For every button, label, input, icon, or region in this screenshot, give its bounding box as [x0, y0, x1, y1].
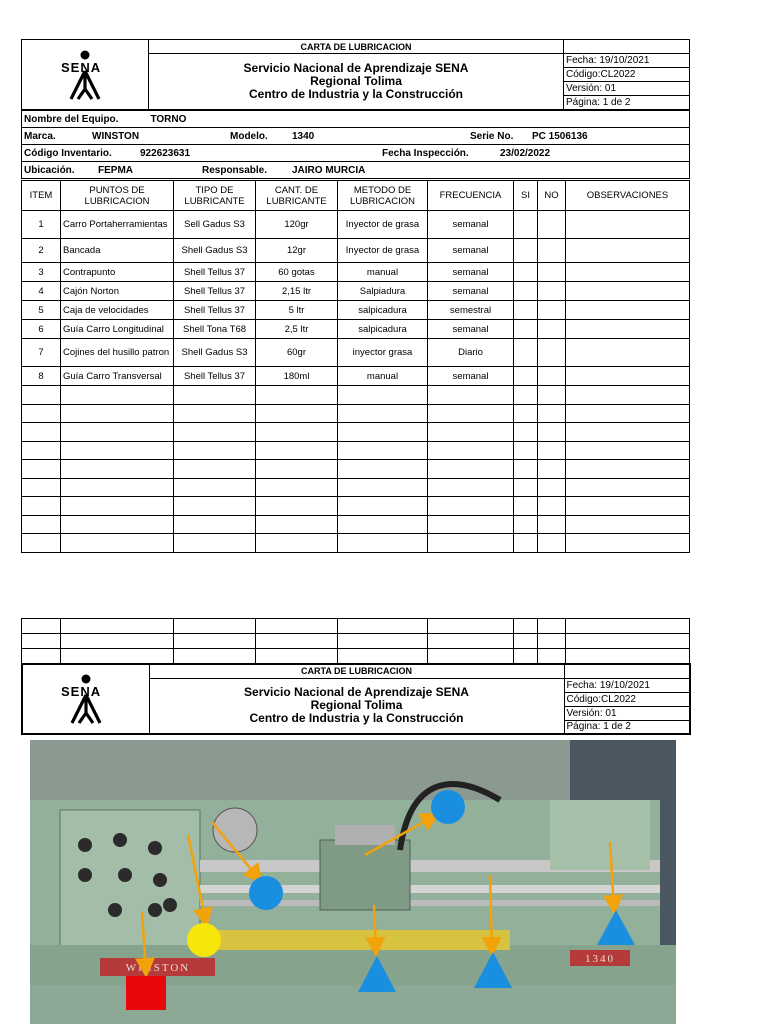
- empty-cell[interactable]: [514, 404, 538, 423]
- empty-cell[interactable]: [256, 515, 338, 534]
- empty-cell[interactable]: [538, 460, 566, 479]
- cell-frecuencia: semanal: [428, 211, 514, 239]
- org-name-cell: [149, 678, 564, 734]
- pagina-doc: Página: 1 de 2: [564, 720, 690, 734]
- empty-cell[interactable]: [256, 460, 338, 479]
- empty-cell[interactable]: [514, 534, 538, 553]
- empty-cell[interactable]: [22, 478, 61, 497]
- table-row: [22, 211, 690, 239]
- cell-tipo: Shell Tona T68: [174, 320, 256, 339]
- ubicacion-row: Ubicación. FEPMA Responsable. JAIRO MURCIA: [22, 162, 690, 179]
- cell-frecuencia: semanal: [428, 320, 514, 339]
- cell-frecuencia: semanal: [428, 282, 514, 301]
- version-doc: Versión: 01: [564, 82, 690, 96]
- cell-punto: Cojines del husillo patron: [61, 339, 174, 367]
- table-row-empty: [22, 497, 690, 516]
- org-line-2: Regional Tolima: [310, 698, 403, 713]
- empty-cell[interactable]: [428, 460, 514, 479]
- marker-blue-circle: [249, 876, 283, 910]
- nombre-value: TORNO: [150, 113, 187, 125]
- empty-cell[interactable]: [514, 386, 538, 405]
- cell-punto: Carro Portaherramientas: [61, 211, 174, 239]
- cell-tipo: Shell Tellus 37: [174, 301, 256, 320]
- empty-cell[interactable]: [514, 460, 538, 479]
- empty-cell[interactable]: [566, 423, 690, 442]
- cell-observaciones[interactable]: [566, 367, 690, 386]
- cell-item: 2: [22, 239, 61, 263]
- table-header-row: [22, 181, 690, 211]
- empty-cell[interactable]: [428, 386, 514, 405]
- cell-no[interactable]: [538, 263, 566, 282]
- empty-cell[interactable]: [428, 534, 514, 553]
- cell-si[interactable]: [514, 339, 538, 367]
- empty-cell[interactable]: [514, 478, 538, 497]
- codigo-row: Código Inventario. 922623631 Fecha Inspección. 23/02/2022: [22, 145, 690, 162]
- cell-item: 8: [22, 367, 61, 386]
- empty-cell[interactable]: [538, 404, 566, 423]
- empty-cell[interactable]: [61, 478, 174, 497]
- empty-cell[interactable]: [566, 460, 690, 479]
- table-row-empty: [22, 460, 690, 479]
- cell-frecuencia: Diario: [428, 339, 514, 367]
- empty-cell[interactable]: [256, 441, 338, 460]
- equipment-info: [21, 110, 690, 179]
- logo-text: SENA: [61, 60, 102, 75]
- cell-cant: 2,5 ltr: [256, 320, 338, 339]
- org-line-1: Servicio Nacional de Aprendizaje SENA: [244, 685, 469, 700]
- cell-cant: 2,15 ltr: [256, 282, 338, 301]
- empty-cell[interactable]: [22, 497, 61, 516]
- table-row: [22, 367, 690, 386]
- table-row: [22, 649, 690, 664]
- cell-cant: 12gr: [256, 239, 338, 263]
- empty-cell[interactable]: [174, 404, 256, 423]
- codigo-inv-value: 922623631: [140, 147, 191, 159]
- col-header: TIPO DE LUBRICANTE: [174, 181, 256, 211]
- empty-cell[interactable]: [174, 441, 256, 460]
- cell-metodo: manual: [338, 367, 428, 386]
- cell-cant: 5 ltr: [256, 301, 338, 320]
- cell-si[interactable]: [514, 301, 538, 320]
- empty-cell[interactable]: [256, 478, 338, 497]
- cell-observaciones[interactable]: [566, 211, 690, 239]
- table-row: [22, 339, 690, 367]
- cell-item: 3: [22, 263, 61, 282]
- empty-cell[interactable]: [428, 404, 514, 423]
- table-row-empty: [22, 386, 690, 405]
- cell-cant: 120gr: [256, 211, 338, 239]
- lubrication-table: [21, 180, 690, 553]
- cell-no[interactable]: [538, 239, 566, 263]
- empty-cell[interactable]: [338, 404, 428, 423]
- empty-cell[interactable]: [428, 478, 514, 497]
- table-row: [22, 263, 690, 282]
- codigo-doc: Código:CL2022: [564, 68, 690, 82]
- col-header: SI: [514, 181, 538, 211]
- empty-cell[interactable]: [256, 386, 338, 405]
- model-plate: 1340: [585, 953, 615, 965]
- org-line-3: Centro de Industria y la Construcción: [248, 87, 464, 101]
- table-row-empty: [22, 441, 690, 460]
- cell-no[interactable]: [538, 367, 566, 386]
- empty-cell[interactable]: [174, 460, 256, 479]
- col-header: ITEM: [22, 181, 61, 211]
- ubicacion-value: FEPMA: [98, 164, 133, 176]
- empty-cell[interactable]: [174, 515, 256, 534]
- table-row: [22, 282, 690, 301]
- table-row-empty: [22, 478, 690, 497]
- empty-cell[interactable]: [338, 441, 428, 460]
- cell-frecuencia: semanal: [428, 239, 514, 263]
- lathe-illustration: [30, 740, 676, 1024]
- empty-cell[interactable]: [538, 423, 566, 442]
- continuation-grid: [21, 618, 690, 664]
- header-block-2: [21, 663, 691, 735]
- cell-si[interactable]: [514, 263, 538, 282]
- empty-cell[interactable]: [514, 515, 538, 534]
- cell-item: 5: [22, 301, 61, 320]
- table-row: [22, 320, 690, 339]
- empty-cell[interactable]: [566, 404, 690, 423]
- cell-cant: 60gr: [256, 339, 338, 367]
- cell-punto: Cajón Norton: [61, 282, 174, 301]
- col-header: CANT. DE LUBRICANTE: [256, 181, 338, 211]
- cell-observaciones[interactable]: [566, 282, 690, 301]
- cell-cant: 180ml: [256, 367, 338, 386]
- table-row: [22, 301, 690, 320]
- marker-yellow-circle: [187, 923, 221, 957]
- fecha-doc: Fecha: 19/10/2021: [564, 678, 690, 692]
- empty-cell[interactable]: [174, 386, 256, 405]
- empty-cell[interactable]: [22, 441, 61, 460]
- empty-cell[interactable]: [338, 478, 428, 497]
- empty-cell[interactable]: [514, 441, 538, 460]
- empty-cell[interactable]: [538, 386, 566, 405]
- fecha-insp-value: 23/02/2022: [500, 147, 551, 159]
- cell-no[interactable]: [538, 320, 566, 339]
- empty-cell[interactable]: [22, 386, 61, 405]
- empty-cell[interactable]: [256, 404, 338, 423]
- empty-cell[interactable]: [22, 515, 61, 534]
- empty-cell[interactable]: [174, 497, 256, 516]
- table-row: [22, 239, 690, 263]
- cell-metodo: Salpiadura: [338, 282, 428, 301]
- empty-cell[interactable]: [428, 441, 514, 460]
- empty-cell[interactable]: [538, 478, 566, 497]
- empty-cell[interactable]: [538, 497, 566, 516]
- cell-tipo: Sell Gadus S3: [174, 211, 256, 239]
- empty-cell[interactable]: [61, 460, 174, 479]
- cell-tipo: Shell Gadus S3: [174, 339, 256, 367]
- empty-cell[interactable]: [566, 515, 690, 534]
- cell-cant: 60 gotas: [256, 263, 338, 282]
- col-header: NO: [538, 181, 566, 211]
- col-header: OBSERVACIONES: [566, 181, 690, 211]
- cell-tipo: Shell Tellus 37: [174, 282, 256, 301]
- empty-cell[interactable]: [538, 515, 566, 534]
- version-doc: Versión: 01: [564, 706, 690, 720]
- table-row-empty: [22, 515, 690, 534]
- empty-cell[interactable]: [514, 497, 538, 516]
- brand-plate: WINSTON: [125, 962, 191, 974]
- sena-logo-icon: [66, 673, 106, 725]
- empty-cell[interactable]: [174, 423, 256, 442]
- empty-cell[interactable]: [256, 534, 338, 553]
- empty-cell[interactable]: [566, 497, 690, 516]
- org-line-2: Regional Tolima: [310, 74, 402, 88]
- empty-cell[interactable]: [338, 534, 428, 553]
- org-name-cell: [149, 54, 564, 110]
- empty-cell[interactable]: [256, 497, 338, 516]
- modelo-value: 1340: [292, 130, 315, 142]
- cell-si[interactable]: [514, 367, 538, 386]
- empty-cell[interactable]: [61, 515, 174, 534]
- cell-observaciones[interactable]: [566, 301, 690, 320]
- cell-no[interactable]: [538, 339, 566, 367]
- empty-cell[interactable]: [61, 534, 174, 553]
- cell-observaciones[interactable]: [566, 239, 690, 263]
- empty-cell[interactable]: [61, 497, 174, 516]
- cell-frecuencia: semestral: [428, 301, 514, 320]
- empty-cell[interactable]: [174, 478, 256, 497]
- cell-frecuencia: semanal: [428, 263, 514, 282]
- table-row-empty: [22, 404, 690, 423]
- cell-punto: Guía Carro Transversal: [61, 367, 174, 386]
- empty-cell[interactable]: [538, 441, 566, 460]
- marca-value: WINSTON: [92, 130, 140, 142]
- logo-cell: [22, 664, 149, 734]
- table-row-empty: [22, 423, 690, 442]
- empty-cell[interactable]: [428, 423, 514, 442]
- empty-cell[interactable]: [338, 515, 428, 534]
- cell-si[interactable]: [514, 239, 538, 263]
- empty-cell[interactable]: [61, 404, 174, 423]
- col-header: FRECUENCIA: [428, 181, 514, 211]
- cell-no[interactable]: [538, 301, 566, 320]
- org-line-3: Centro de Industria y la Construcción: [249, 711, 464, 726]
- empty-cell[interactable]: [256, 423, 338, 442]
- cell-item: 6: [22, 320, 61, 339]
- cell-observaciones[interactable]: [566, 263, 690, 282]
- serie-value: PC 1506136: [532, 130, 588, 142]
- cell-item: 7: [22, 339, 61, 367]
- cell-metodo: salpicadura: [338, 301, 428, 320]
- cell-si[interactable]: [514, 211, 538, 239]
- empty-cell[interactable]: [338, 423, 428, 442]
- empty-cell[interactable]: [338, 386, 428, 405]
- empty-cell[interactable]: [566, 534, 690, 553]
- empty-cell[interactable]: [61, 386, 174, 405]
- chart-title: CARTA DE LUBRICACION: [149, 664, 564, 678]
- col-header: PUNTOS DE LUBRICACION: [61, 181, 174, 211]
- empty-cell[interactable]: [61, 441, 174, 460]
- cell-no[interactable]: [538, 211, 566, 239]
- org-line-1: Servicio Nacional de Aprendizaje SENA: [243, 61, 469, 75]
- responsable-value: JAIRO MURCIA: [292, 164, 366, 176]
- cell-si[interactable]: [514, 320, 538, 339]
- cell-tipo: Shell Tellus 37: [174, 367, 256, 386]
- empty-cell[interactable]: [22, 534, 61, 553]
- marker-red-square: [126, 976, 166, 1010]
- cell-tipo: Shell Tellus 37: [174, 263, 256, 282]
- header-block-1: [21, 39, 690, 110]
- cell-metodo: salpicadura: [338, 320, 428, 339]
- codigo-doc: Código:CL2022: [564, 692, 690, 706]
- table-row: [22, 619, 690, 634]
- empty-cell[interactable]: [22, 404, 61, 423]
- empty-cell[interactable]: [566, 478, 690, 497]
- cell-frecuencia: semanal: [428, 367, 514, 386]
- empty-cell[interactable]: [61, 423, 174, 442]
- cell-metodo: Inyector de grasa: [338, 211, 428, 239]
- cell-metodo: manual: [338, 263, 428, 282]
- cell-metodo: inyector grasa: [338, 339, 428, 367]
- cell-observaciones[interactable]: [566, 339, 690, 367]
- empty-cell[interactable]: [338, 460, 428, 479]
- empty-cell[interactable]: [22, 423, 61, 442]
- cell-punto: Guía Carro Longitudinal: [61, 320, 174, 339]
- empty-cell[interactable]: [338, 497, 428, 516]
- pagina-doc: Página: 1 de 2: [564, 96, 690, 110]
- empty-cell[interactable]: [514, 423, 538, 442]
- cell-punto: Bancada: [61, 239, 174, 263]
- cell-punto: Caja de velocidades: [61, 301, 174, 320]
- cell-observaciones[interactable]: [566, 320, 690, 339]
- cell-item: 4: [22, 282, 61, 301]
- logo-text: SENA: [61, 684, 102, 699]
- table-row-empty: [22, 534, 690, 553]
- chart-title: CARTA DE LUBRICACION: [149, 40, 564, 54]
- cell-punto: Contrapunto: [61, 263, 174, 282]
- empty-cell[interactable]: [428, 497, 514, 516]
- nombre-row: Nombre del Equipo. TORNO: [22, 111, 690, 128]
- lathe-photo: [30, 740, 676, 1024]
- table-row: [22, 634, 690, 649]
- col-header: METODO DE LUBRICACION: [338, 181, 428, 211]
- empty-cell[interactable]: [538, 534, 566, 553]
- empty-cell[interactable]: [22, 460, 61, 479]
- cell-si[interactable]: [514, 282, 538, 301]
- cell-tipo: Shell Gadus S3: [174, 239, 256, 263]
- cell-metodo: Inyector de grasa: [338, 239, 428, 263]
- fecha-doc: Fecha: 19/10/2021: [564, 54, 690, 68]
- empty-cell[interactable]: [566, 441, 690, 460]
- marker-blue-circle: [431, 790, 465, 824]
- empty-cell[interactable]: [174, 534, 256, 553]
- empty-cell[interactable]: [566, 386, 690, 405]
- cell-item: 1: [22, 211, 61, 239]
- empty-cell[interactable]: [428, 515, 514, 534]
- marca-row: Marca. WINSTON Modelo. 1340 Serie No. PC 1506136: [22, 128, 690, 145]
- cell-no[interactable]: [538, 282, 566, 301]
